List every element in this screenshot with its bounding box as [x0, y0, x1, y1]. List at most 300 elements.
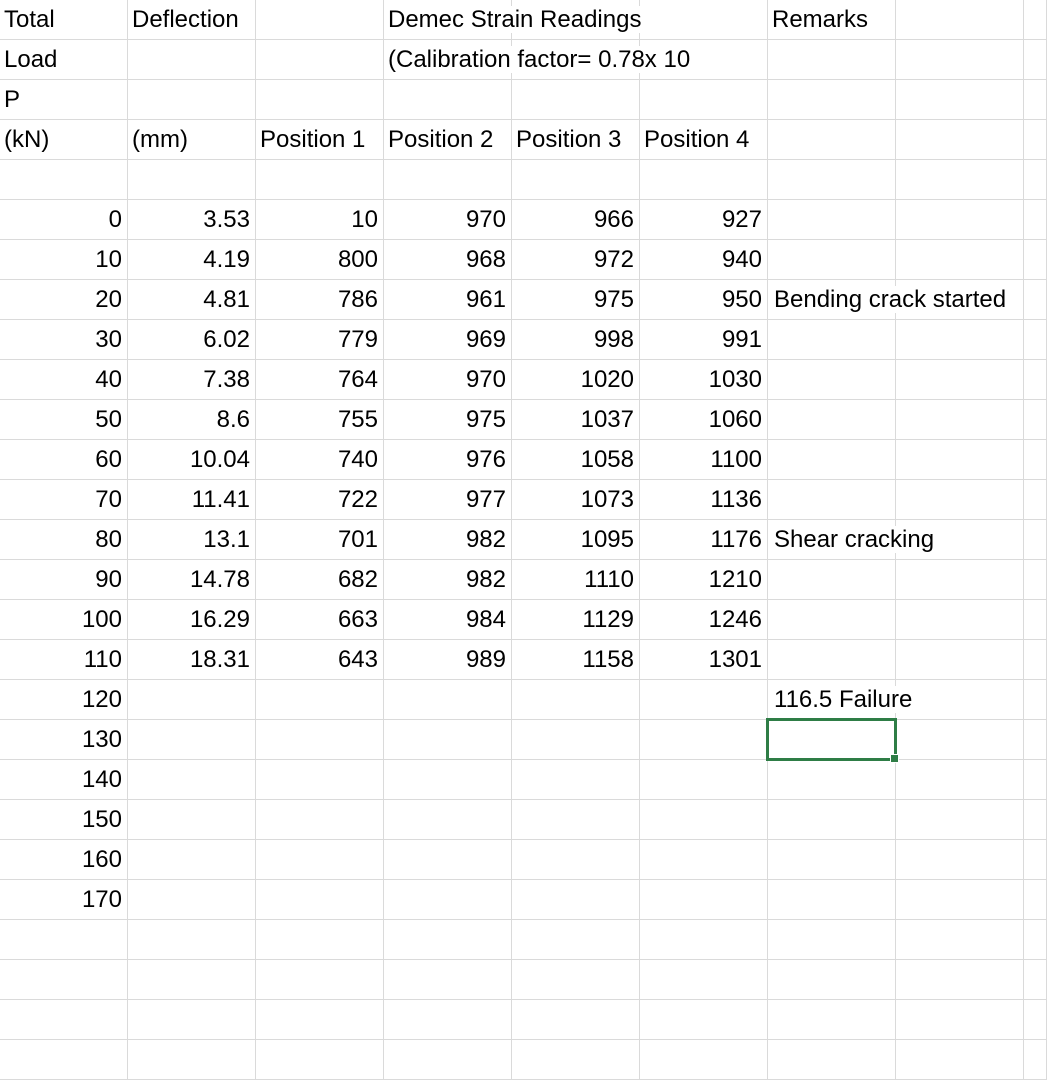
header-cell-g1-text: Remarks: [772, 6, 869, 33]
data-cell-p2[interactable]: [384, 840, 512, 880]
cell-i24[interactable]: [1024, 920, 1047, 960]
cell-g10[interactable]: [768, 360, 896, 400]
data-cell-deflection-text: 3.53: [203, 206, 250, 233]
data-cell-p3[interactable]: [512, 400, 640, 440]
data-cell-load[interactable]: [0, 680, 128, 720]
data-cell-deflection[interactable]: [128, 800, 256, 840]
data-cell-deflection[interactable]: [128, 440, 256, 480]
data-cell-p4[interactable]: [640, 440, 768, 480]
cell-h6[interactable]: [896, 200, 1024, 240]
remark-cell[interactable]: [768, 680, 913, 720]
data-cell-p4[interactable]: [640, 840, 768, 880]
data-cell-load-text: 80: [95, 526, 122, 553]
cell-i7[interactable]: [1024, 240, 1047, 280]
data-cell-load[interactable]: [0, 280, 128, 320]
data-cell-deflection[interactable]: [128, 360, 256, 400]
cell-d5[interactable]: [384, 160, 512, 200]
data-cell-deflection[interactable]: [128, 200, 256, 240]
cell-h10[interactable]: [896, 360, 1024, 400]
data-cell-deflection-text: 10.04: [189, 446, 250, 473]
data-cell-p2[interactable]: [384, 720, 512, 760]
cell-d25[interactable]: [384, 960, 512, 1000]
data-cell-p4[interactable]: [640, 880, 768, 920]
cell-g22[interactable]: [768, 840, 896, 880]
data-cell-p1[interactable]: [256, 320, 384, 360]
cell-a27[interactable]: [0, 1040, 128, 1080]
data-cell-p4-text: 991: [721, 326, 762, 353]
data-cell-load[interactable]: [0, 840, 128, 880]
data-cell-load-text: 140: [81, 766, 122, 793]
header-cell-g2[interactable]: [768, 40, 896, 80]
data-cell-p3[interactable]: [512, 480, 640, 520]
data-cell-p2[interactable]: [384, 560, 512, 600]
data-cell-deflection[interactable]: [128, 400, 256, 440]
data-cell-p3[interactable]: [512, 360, 640, 400]
data-cell-p4[interactable]: [640, 560, 768, 600]
data-cell-p3[interactable]: [512, 440, 640, 480]
header-cell-i1[interactable]: [1024, 0, 1047, 40]
header-cell-a4-text: (kN): [4, 126, 50, 153]
data-cell-p4[interactable]: [640, 360, 768, 400]
data-cell-p4[interactable]: [640, 800, 768, 840]
cell-i16[interactable]: [1024, 600, 1047, 640]
data-cell-p3[interactable]: [512, 560, 640, 600]
data-cell-p2[interactable]: [384, 480, 512, 520]
data-cell-p1-text: 740: [337, 446, 378, 473]
remark-cell[interactable]: [768, 280, 1007, 320]
header-cell-b3[interactable]: [128, 80, 256, 120]
header-cell-a3[interactable]: [0, 80, 128, 120]
cell-a24[interactable]: [0, 920, 128, 960]
header-cell-c3[interactable]: [256, 80, 384, 120]
cell-i23[interactable]: [1024, 880, 1047, 920]
data-cell-p2[interactable]: [384, 360, 512, 400]
cell-i9[interactable]: [1024, 320, 1047, 360]
data-cell-deflection[interactable]: [128, 760, 256, 800]
data-cell-p1[interactable]: [256, 720, 384, 760]
data-cell-p3[interactable]: [512, 720, 640, 760]
data-cell-p3[interactable]: [512, 880, 640, 920]
data-cell-deflection[interactable]: [128, 880, 256, 920]
data-cell-p1[interactable]: [256, 200, 384, 240]
data-cell-p4[interactable]: [640, 600, 768, 640]
data-cell-deflection[interactable]: [128, 680, 256, 720]
data-cell-p1-text: 764: [337, 366, 378, 393]
cell-h19[interactable]: [896, 720, 1024, 760]
header-cell-d1-text: Demec Strain Readings: [388, 6, 642, 33]
data-cell-deflection[interactable]: [128, 640, 256, 680]
data-cell-p1[interactable]: [256, 360, 384, 400]
data-cell-deflection-text: 13.1: [203, 526, 250, 553]
cell-g24[interactable]: [768, 920, 896, 960]
cell-i15[interactable]: [1024, 560, 1047, 600]
data-cell-p1-text: 786: [337, 286, 378, 313]
data-cell-p3[interactable]: [512, 200, 640, 240]
data-cell-p1[interactable]: [256, 600, 384, 640]
data-cell-load[interactable]: [0, 320, 128, 360]
data-cell-load-text: 70: [95, 486, 122, 513]
data-cell-load[interactable]: [0, 560, 128, 600]
header-cell-f3[interactable]: [640, 80, 768, 120]
data-cell-p3[interactable]: [512, 600, 640, 640]
data-cell-load-text: 20: [95, 286, 122, 313]
cell-d26[interactable]: [384, 1000, 512, 1040]
cell-g11[interactable]: [768, 400, 896, 440]
data-cell-p4[interactable]: [640, 640, 768, 680]
cell-b27[interactable]: [128, 1040, 256, 1080]
data-cell-load[interactable]: [0, 240, 128, 280]
data-cell-p2[interactable]: [384, 280, 512, 320]
data-cell-p2[interactable]: [384, 320, 512, 360]
cell-i5[interactable]: [1024, 160, 1047, 200]
data-cell-deflection-text: 4.19: [203, 246, 250, 273]
data-cell-load-text: 130: [81, 726, 122, 753]
data-cell-p3[interactable]: [512, 800, 640, 840]
data-cell-p1-text: 755: [337, 406, 378, 433]
data-cell-p2[interactable]: [384, 880, 512, 920]
data-cell-p1-text: 643: [337, 646, 378, 673]
data-cell-load-text: 60: [95, 446, 122, 473]
cell-c25[interactable]: [256, 960, 384, 1000]
header-cell-h3[interactable]: [896, 80, 1024, 120]
header-cell-d1[interactable]: [384, 0, 642, 40]
data-cell-p2[interactable]: [384, 760, 512, 800]
data-cell-p1[interactable]: [256, 480, 384, 520]
data-cell-load-text: 100: [81, 606, 122, 633]
data-cell-p4[interactable]: [640, 240, 768, 280]
data-cell-load-text: 110: [83, 646, 122, 673]
data-cell-p4[interactable]: [640, 280, 768, 320]
cell-h9[interactable]: [896, 320, 1024, 360]
data-cell-p3-text: 975: [593, 286, 634, 313]
data-cell-p3-text: 1037: [580, 406, 634, 433]
header-cell-i3[interactable]: [1024, 80, 1047, 120]
data-cell-p3[interactable]: [512, 280, 640, 320]
data-cell-deflection-text: 11.41: [191, 486, 250, 513]
data-cell-p2[interactable]: [384, 200, 512, 240]
header-cell-c4-text: Position 1: [260, 126, 366, 153]
cell-f5[interactable]: [640, 160, 768, 200]
data-cell-p1-text: 701: [337, 526, 378, 553]
data-cell-p4-text: 1060: [708, 406, 762, 433]
cell-g5[interactable]: [768, 160, 896, 200]
data-cell-p2-text: 970: [465, 366, 506, 393]
data-cell-load-text: 120: [81, 686, 122, 713]
data-cell-p1-text: 800: [337, 246, 378, 273]
data-cell-p1[interactable]: [256, 680, 384, 720]
data-cell-p4-text: 1301: [708, 646, 762, 673]
cell-d27[interactable]: [384, 1040, 512, 1080]
cell-h22[interactable]: [896, 840, 1024, 880]
data-cell-load[interactable]: [0, 720, 128, 760]
header-cell-a1[interactable]: [0, 0, 128, 40]
data-cell-load-text: 0: [108, 206, 122, 233]
data-cell-load[interactable]: [0, 800, 128, 840]
data-cell-p1[interactable]: [256, 760, 384, 800]
cell-h27[interactable]: [896, 1040, 1024, 1080]
data-cell-deflection-text: 4.81: [203, 286, 250, 313]
data-cell-p1[interactable]: [256, 240, 384, 280]
cell-i25[interactable]: [1024, 960, 1047, 1000]
data-cell-p2[interactable]: [384, 520, 512, 560]
data-cell-deflection-text: 14.78: [189, 566, 250, 593]
cell-f26[interactable]: [640, 1000, 768, 1040]
cell-h18[interactable]: [896, 680, 1024, 720]
data-cell-p4[interactable]: [640, 760, 768, 800]
cell-h5[interactable]: [896, 160, 1024, 200]
cell-i21[interactable]: [1024, 800, 1047, 840]
header-cell-f4[interactable]: [640, 120, 768, 160]
data-cell-p4-text: 950: [721, 286, 762, 313]
remark-cell[interactable]: [768, 520, 935, 560]
data-cell-p4[interactable]: [640, 520, 768, 560]
data-cell-load[interactable]: [0, 360, 128, 400]
header-cell-g3[interactable]: [768, 80, 896, 120]
header-cell-e3[interactable]: [512, 80, 640, 120]
cell-i18[interactable]: [1024, 680, 1047, 720]
cell-i8[interactable]: [1024, 280, 1047, 320]
data-cell-p1[interactable]: [256, 880, 384, 920]
data-cell-p2[interactable]: [384, 800, 512, 840]
header-cell-c4[interactable]: [256, 120, 384, 160]
cell-h26[interactable]: [896, 1000, 1024, 1040]
data-cell-p1[interactable]: [256, 280, 384, 320]
cell-g20[interactable]: [768, 760, 896, 800]
header-cell-a2[interactable]: [0, 40, 128, 80]
cell-a5[interactable]: [0, 160, 128, 200]
data-cell-load[interactable]: [0, 520, 128, 560]
cell-c27[interactable]: [256, 1040, 384, 1080]
header-cell-h1[interactable]: [896, 0, 1024, 40]
cell-h13[interactable]: [896, 480, 1024, 520]
cell-h17[interactable]: [896, 640, 1024, 680]
data-cell-load[interactable]: [0, 480, 128, 520]
data-cell-p2[interactable]: [384, 240, 512, 280]
header-cell-a3-text: P: [4, 86, 21, 113]
header-cell-d4-text: Position 2: [388, 126, 494, 153]
cell-h15[interactable]: [896, 560, 1024, 600]
cell-g23[interactable]: [768, 880, 896, 920]
cell-b26[interactable]: [128, 1000, 256, 1040]
cell-g12[interactable]: [768, 440, 896, 480]
data-cell-p1[interactable]: [256, 520, 384, 560]
cell-e5[interactable]: [512, 160, 640, 200]
data-cell-deflection[interactable]: [128, 840, 256, 880]
data-cell-p3-text: 1020: [580, 366, 634, 393]
data-cell-load[interactable]: [0, 640, 128, 680]
cell-h20[interactable]: [896, 760, 1024, 800]
header-cell-a2-text: Load: [4, 46, 58, 73]
header-cell-e4-text: Position 3: [516, 126, 622, 153]
cell-g15[interactable]: [768, 560, 896, 600]
data-cell-p2-text: 982: [465, 566, 506, 593]
header-cell-b1[interactable]: [128, 0, 256, 40]
data-cell-load-text: 170: [81, 886, 122, 913]
cell-g7[interactable]: [768, 240, 896, 280]
data-cell-p4[interactable]: [640, 680, 768, 720]
cell-f24[interactable]: [640, 920, 768, 960]
data-cell-p4-text: 1100: [710, 446, 762, 473]
data-cell-p1-text: 663: [337, 606, 378, 633]
data-cell-p1[interactable]: [256, 560, 384, 600]
header-cell-i4[interactable]: [1024, 120, 1047, 160]
cell-b24[interactable]: [128, 920, 256, 960]
cell-c24[interactable]: [256, 920, 384, 960]
header-cell-d2[interactable]: [384, 40, 691, 80]
data-cell-load-text: 160: [81, 846, 122, 873]
data-cell-deflection[interactable]: [128, 720, 256, 760]
data-cell-p4-text: 1210: [708, 566, 762, 593]
cell-g13[interactable]: [768, 480, 896, 520]
data-cell-deflection[interactable]: [128, 280, 256, 320]
data-cell-p3[interactable]: [512, 640, 640, 680]
cell-i13[interactable]: [1024, 480, 1047, 520]
data-cell-deflection[interactable]: [128, 240, 256, 280]
cell-h23[interactable]: [896, 880, 1024, 920]
cell-i19[interactable]: [1024, 720, 1047, 760]
header-cell-d3[interactable]: [384, 80, 512, 120]
data-cell-p2[interactable]: [384, 440, 512, 480]
cell-h24[interactable]: [896, 920, 1024, 960]
cell-e26[interactable]: [512, 1000, 640, 1040]
cell-h11[interactable]: [896, 400, 1024, 440]
cell-f27[interactable]: [640, 1040, 768, 1080]
data-cell-load-text: 90: [95, 566, 122, 593]
header-cell-a4[interactable]: [0, 120, 128, 160]
data-cell-p3[interactable]: [512, 520, 640, 560]
data-cell-p4[interactable]: [640, 400, 768, 440]
header-cell-f4-text: Position 4: [644, 126, 750, 153]
header-cell-e4[interactable]: [512, 120, 640, 160]
cell-g9[interactable]: [768, 320, 896, 360]
data-cell-load[interactable]: [0, 760, 128, 800]
cell-i26[interactable]: [1024, 1000, 1047, 1040]
data-cell-deflection[interactable]: [128, 560, 256, 600]
data-cell-p4-text: 1030: [708, 366, 762, 393]
cell-a25[interactable]: [0, 960, 128, 1000]
data-cell-p4-text: 940: [721, 246, 762, 273]
data-cell-p2[interactable]: [384, 600, 512, 640]
cell-g25[interactable]: [768, 960, 896, 1000]
data-cell-p4[interactable]: [640, 720, 768, 760]
cell-i27[interactable]: [1024, 1040, 1047, 1080]
data-cell-p1[interactable]: [256, 640, 384, 680]
cell-h7[interactable]: [896, 240, 1024, 280]
cell-g26[interactable]: [768, 1000, 896, 1040]
cell-c5[interactable]: [256, 160, 384, 200]
header-cell-d4[interactable]: [384, 120, 512, 160]
cell-g17[interactable]: [768, 640, 896, 680]
header-cell-b4-text: (mm): [132, 126, 188, 153]
cell-g21[interactable]: [768, 800, 896, 840]
data-cell-p1[interactable]: [256, 400, 384, 440]
data-cell-p4[interactable]: [640, 320, 768, 360]
data-cell-deflection[interactable]: [128, 480, 256, 520]
data-cell-p4[interactable]: [640, 200, 768, 240]
header-cell-h2[interactable]: [896, 40, 1024, 80]
cell-h25[interactable]: [896, 960, 1024, 1000]
cell-d24[interactable]: [384, 920, 512, 960]
header-cell-i2[interactable]: [1024, 40, 1047, 80]
data-cell-p3[interactable]: [512, 240, 640, 280]
data-cell-p3-text: 1095: [580, 526, 634, 553]
data-cell-p2-text: 982: [465, 526, 506, 553]
cell-c26[interactable]: [256, 1000, 384, 1040]
cell-b25[interactable]: [128, 960, 256, 1000]
data-cell-p1[interactable]: [256, 840, 384, 880]
data-cell-p2[interactable]: [384, 640, 512, 680]
cell-h12[interactable]: [896, 440, 1024, 480]
data-cell-load[interactable]: [0, 200, 128, 240]
cell-g27[interactable]: [768, 1040, 896, 1080]
cell-e24[interactable]: [512, 920, 640, 960]
data-cell-p3-text: 1058: [580, 446, 634, 473]
cell-i12[interactable]: [1024, 440, 1047, 480]
cell-i11[interactable]: [1024, 400, 1047, 440]
header-cell-h4[interactable]: [896, 120, 1024, 160]
cell-e25[interactable]: [512, 960, 640, 1000]
header-cell-b2[interactable]: [128, 40, 256, 80]
data-cell-p2[interactable]: [384, 400, 512, 440]
cell-i14[interactable]: [1024, 520, 1047, 560]
data-cell-p4[interactable]: [640, 480, 768, 520]
data-cell-p4-text: 1246: [708, 606, 762, 633]
header-cell-c2[interactable]: [256, 40, 384, 80]
remark-cell-text: 116.5 Failure: [774, 686, 913, 713]
data-cell-p1[interactable]: [256, 800, 384, 840]
cell-e27[interactable]: [512, 1040, 640, 1080]
data-cell-p3-text: 972: [593, 246, 634, 273]
data-cell-load[interactable]: [0, 880, 128, 920]
cell-i6[interactable]: [1024, 200, 1047, 240]
data-cell-deflection[interactable]: [128, 520, 256, 560]
header-cell-b4[interactable]: [128, 120, 256, 160]
cell-g6[interactable]: [768, 200, 896, 240]
header-cell-c1[interactable]: [256, 0, 384, 40]
data-cell-p1[interactable]: [256, 440, 384, 480]
cell-b5[interactable]: [128, 160, 256, 200]
cell-i10[interactable]: [1024, 360, 1047, 400]
data-cell-load[interactable]: [0, 440, 128, 480]
cell-f25[interactable]: [640, 960, 768, 1000]
data-cell-p1-text: 10: [351, 206, 378, 233]
data-cell-deflection-text: 16.29: [189, 606, 250, 633]
cell-g19[interactable]: [768, 720, 896, 760]
data-cell-deflection[interactable]: [128, 320, 256, 360]
data-cell-p3[interactable]: [512, 680, 640, 720]
data-cell-p3[interactable]: [512, 760, 640, 800]
data-cell-load[interactable]: [0, 600, 128, 640]
cell-i22[interactable]: [1024, 840, 1047, 880]
cell-h21[interactable]: [896, 800, 1024, 840]
header-cell-f1[interactable]: [640, 0, 768, 40]
cell-i20[interactable]: [1024, 760, 1047, 800]
data-cell-p2-text: 970: [465, 206, 506, 233]
data-cell-p3[interactable]: [512, 320, 640, 360]
header-cell-g1[interactable]: [768, 0, 896, 40]
header-cell-g4[interactable]: [768, 120, 896, 160]
data-cell-p3[interactable]: [512, 840, 640, 880]
data-cell-deflection-text: 6.02: [203, 326, 250, 353]
cell-a26[interactable]: [0, 1000, 128, 1040]
cell-g16[interactable]: [768, 600, 896, 640]
data-cell-load[interactable]: [0, 400, 128, 440]
data-cell-deflection[interactable]: [128, 600, 256, 640]
cell-i17[interactable]: [1024, 640, 1047, 680]
data-cell-p2[interactable]: [384, 680, 512, 720]
remark-cell-text: Bending crack started: [774, 286, 1007, 313]
cell-h16[interactable]: [896, 600, 1024, 640]
